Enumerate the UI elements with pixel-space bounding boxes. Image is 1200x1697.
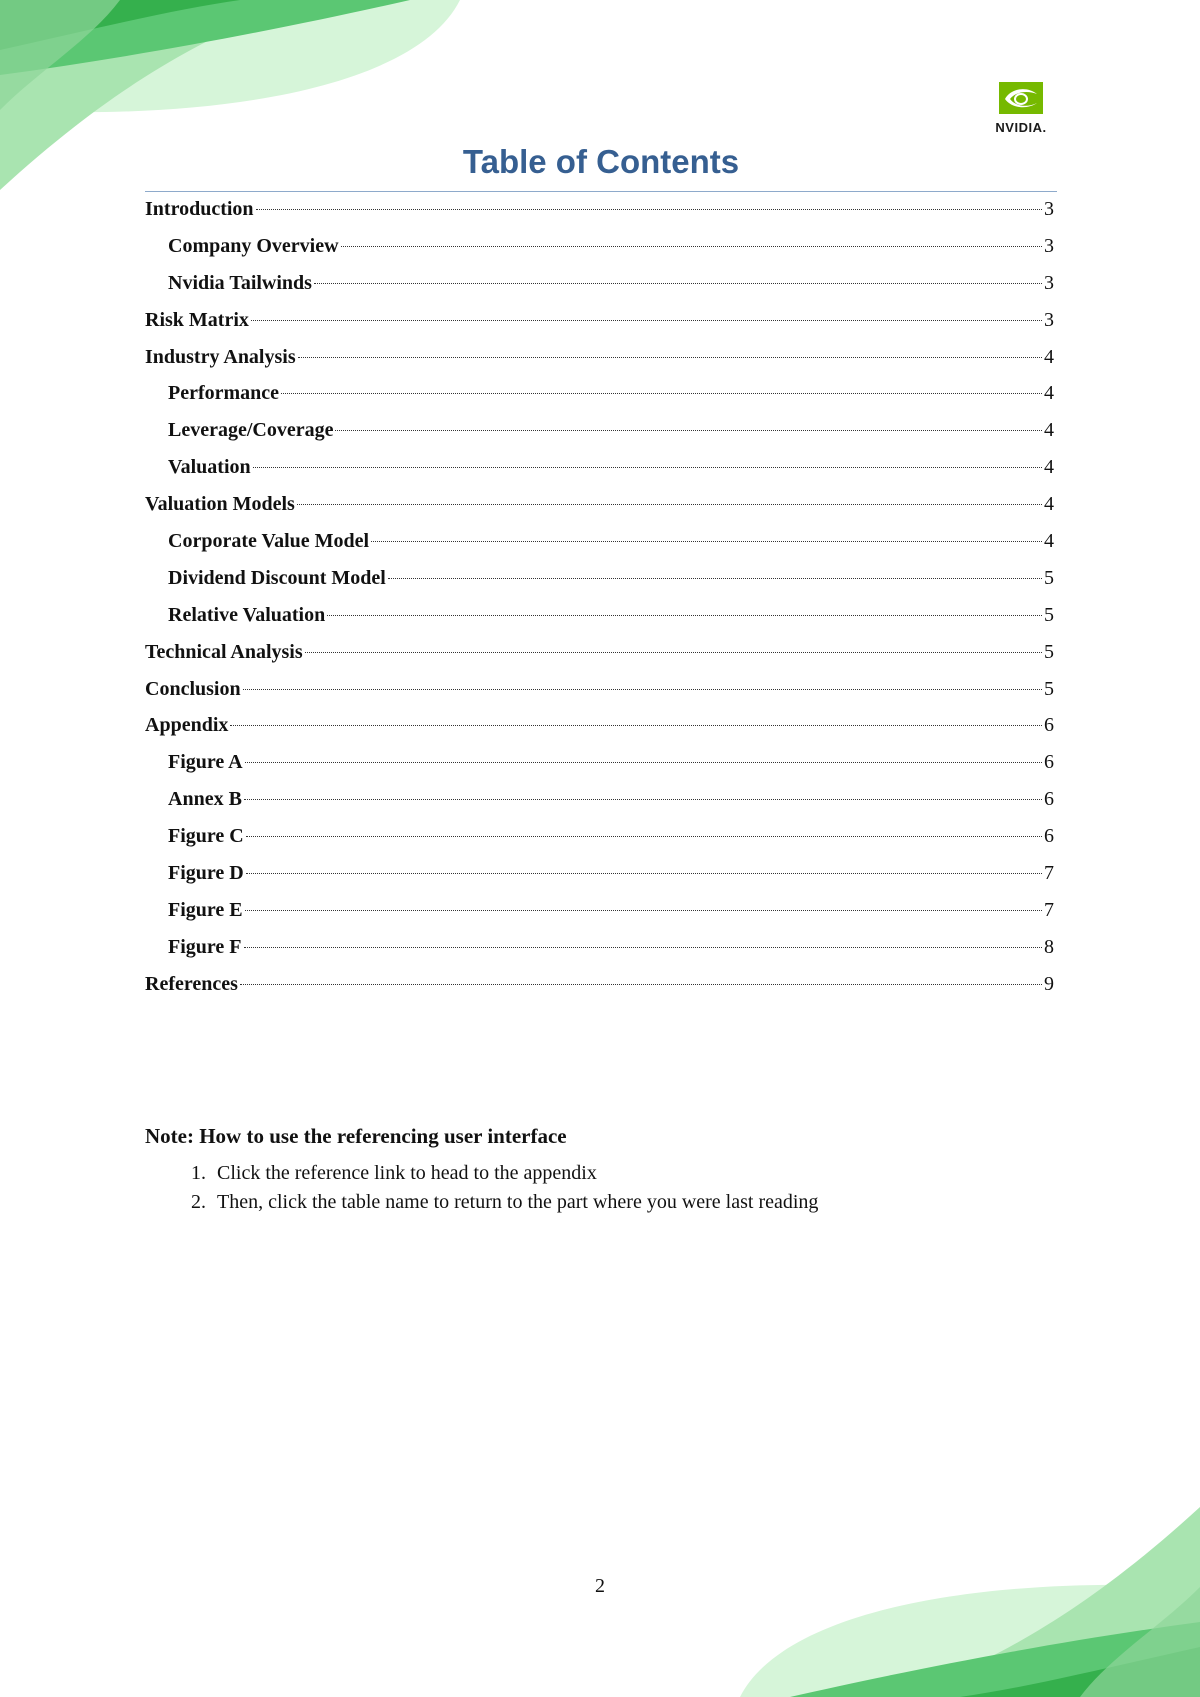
toc-dot-leader bbox=[281, 393, 1042, 394]
nvidia-logo bbox=[986, 82, 1056, 134]
note-block bbox=[145, 1124, 1057, 1217]
toc-entry-label[interactable]: Figure E bbox=[168, 898, 243, 921]
toc-entry-label[interactable]: Technical Analysis bbox=[145, 640, 303, 663]
toc-entry-label[interactable]: Conclusion bbox=[145, 677, 241, 700]
toc-entry-page[interactable]: 5 bbox=[1044, 677, 1054, 700]
toc-dot-leader bbox=[297, 504, 1042, 505]
toc-entry-page[interactable]: 3 bbox=[1044, 271, 1054, 294]
toc-dot-leader bbox=[230, 725, 1042, 726]
toc-dot-leader bbox=[327, 615, 1042, 616]
toc-entry-label[interactable]: Appendix bbox=[145, 714, 229, 737]
toc-entry-page[interactable]: 4 bbox=[1044, 530, 1054, 553]
toc-dot-leader bbox=[246, 873, 1042, 874]
toc-entry[interactable] bbox=[145, 855, 1054, 892]
toc-entry[interactable] bbox=[145, 744, 1054, 781]
toc-entry-page[interactable]: 3 bbox=[1044, 234, 1054, 257]
note-item-number: 1. bbox=[191, 1162, 206, 1184]
toc-title: Table of Contents bbox=[462, 143, 740, 180]
toc-entry-label[interactable]: Figure C bbox=[168, 825, 244, 848]
toc-entry-label[interactable]: Corporate Value Model bbox=[168, 530, 370, 553]
note-list bbox=[145, 1159, 1057, 1217]
toc-entry[interactable] bbox=[145, 265, 1054, 302]
toc-entry[interactable] bbox=[145, 228, 1054, 265]
toc-entry-page[interactable]: 6 bbox=[1044, 714, 1054, 737]
toc-entry-page[interactable]: 7 bbox=[1044, 862, 1054, 885]
toc-entry[interactable] bbox=[145, 339, 1054, 376]
toc-dot-leader bbox=[243, 689, 1042, 690]
toc-entry-page[interactable]: 6 bbox=[1044, 825, 1054, 848]
toc-dot-leader bbox=[240, 984, 1042, 985]
toc-entry[interactable] bbox=[145, 818, 1054, 855]
toc-entry-page[interactable]: 8 bbox=[1044, 935, 1054, 958]
toc-entry-page[interactable]: 6 bbox=[1044, 788, 1054, 811]
toc-entry[interactable] bbox=[145, 375, 1054, 412]
toc-entry[interactable] bbox=[145, 966, 1054, 1003]
toc-entry[interactable] bbox=[145, 892, 1054, 929]
toc-entry[interactable] bbox=[145, 486, 1054, 523]
toc-entry-page[interactable]: 4 bbox=[1044, 493, 1054, 516]
toc-entry[interactable] bbox=[145, 929, 1054, 966]
toc-entry-label[interactable]: References bbox=[145, 972, 238, 995]
toc-entry[interactable] bbox=[145, 449, 1054, 486]
toc-entry-label[interactable]: Industry Analysis bbox=[145, 345, 296, 368]
toc-dot-leader bbox=[305, 652, 1042, 653]
toc-dot-leader bbox=[256, 209, 1042, 210]
toc-dot-leader bbox=[245, 762, 1042, 763]
toc-entry-page[interactable]: 4 bbox=[1044, 456, 1054, 479]
toc-entry-page[interactable]: 3 bbox=[1044, 308, 1054, 331]
toc-entry[interactable] bbox=[145, 523, 1054, 560]
toc-entry-label[interactable]: Annex B bbox=[168, 788, 242, 811]
toc-dot-leader bbox=[335, 430, 1042, 431]
toc-entry-label[interactable]: Figure D bbox=[168, 862, 244, 885]
nvidia-eye-icon bbox=[999, 82, 1043, 114]
toc-dot-leader bbox=[388, 578, 1042, 579]
toc-dot-leader bbox=[314, 283, 1042, 284]
toc-entry-label[interactable]: Risk Matrix bbox=[145, 308, 249, 331]
toc-entry[interactable] bbox=[145, 191, 1054, 228]
note-title: Note: How to use the referencing user interface bbox=[145, 1124, 567, 1148]
toc-entry-label[interactable]: Dividend Discount Model bbox=[168, 566, 386, 589]
toc-dot-leader bbox=[251, 320, 1042, 321]
toc-list bbox=[145, 191, 1054, 1003]
toc-entry[interactable] bbox=[145, 302, 1054, 339]
note-list-item bbox=[145, 1159, 1057, 1188]
nvidia-wordmark: NVIDIA. bbox=[995, 120, 1047, 135]
toc-entry-page[interactable]: 3 bbox=[1044, 198, 1054, 220]
toc-entry[interactable] bbox=[145, 597, 1054, 634]
toc-entry[interactable] bbox=[145, 634, 1054, 671]
toc-entry-label[interactable]: Nvidia Tailwinds bbox=[168, 271, 312, 294]
toc-entry-label[interactable]: Company Overview bbox=[168, 234, 339, 257]
toc-entry[interactable] bbox=[145, 707, 1054, 744]
toc-entry-page[interactable]: 4 bbox=[1044, 419, 1054, 442]
toc-entry-page[interactable]: 9 bbox=[1044, 972, 1054, 995]
toc-dot-leader bbox=[298, 357, 1042, 358]
toc-dot-leader bbox=[244, 947, 1042, 948]
toc-dot-leader bbox=[245, 910, 1042, 911]
toc-entry-page[interactable]: 4 bbox=[1044, 345, 1054, 368]
toc-entry-page[interactable]: 5 bbox=[1044, 603, 1054, 626]
toc-entry-label[interactable]: Figure F bbox=[168, 935, 242, 958]
toc-dot-leader bbox=[371, 541, 1042, 542]
toc-dot-leader bbox=[253, 467, 1042, 468]
toc-dot-leader bbox=[244, 799, 1042, 800]
toc-entry-page[interactable]: 6 bbox=[1044, 751, 1054, 774]
note-item-text: Then, click the table name to return to the part where you were last reading bbox=[217, 1191, 819, 1213]
toc-entry[interactable] bbox=[145, 671, 1054, 708]
toc-entry-label[interactable]: Performance bbox=[168, 382, 280, 405]
toc-entry-page[interactable]: 7 bbox=[1044, 898, 1054, 921]
toc-dot-leader bbox=[341, 246, 1042, 247]
note-item-number: 2. bbox=[191, 1191, 206, 1213]
toc-entry-label[interactable]: Figure A bbox=[168, 751, 243, 774]
toc-entry[interactable] bbox=[145, 560, 1054, 597]
toc-entry-label[interactable]: Leverage/Coverage bbox=[168, 419, 334, 442]
page-number: 2 bbox=[595, 1575, 605, 1597]
toc-entry-label[interactable]: Valuation bbox=[168, 456, 251, 479]
toc-entry-label[interactable]: Relative Valuation bbox=[168, 603, 326, 626]
toc-dot-leader bbox=[246, 836, 1042, 837]
toc-entry-label[interactable]: Introduction bbox=[145, 198, 254, 220]
toc-entry[interactable] bbox=[145, 412, 1054, 449]
note-list-item bbox=[145, 1188, 1057, 1217]
toc-entry-label[interactable]: Valuation Models bbox=[145, 493, 295, 516]
toc-entry[interactable] bbox=[145, 781, 1054, 818]
note-item-text: Click the reference link to head to the appendix bbox=[217, 1162, 597, 1184]
toc-entry-page[interactable]: 5 bbox=[1044, 640, 1054, 663]
toc-entry-page[interactable]: 5 bbox=[1044, 566, 1054, 589]
toc-entry-page[interactable]: 4 bbox=[1044, 382, 1054, 405]
